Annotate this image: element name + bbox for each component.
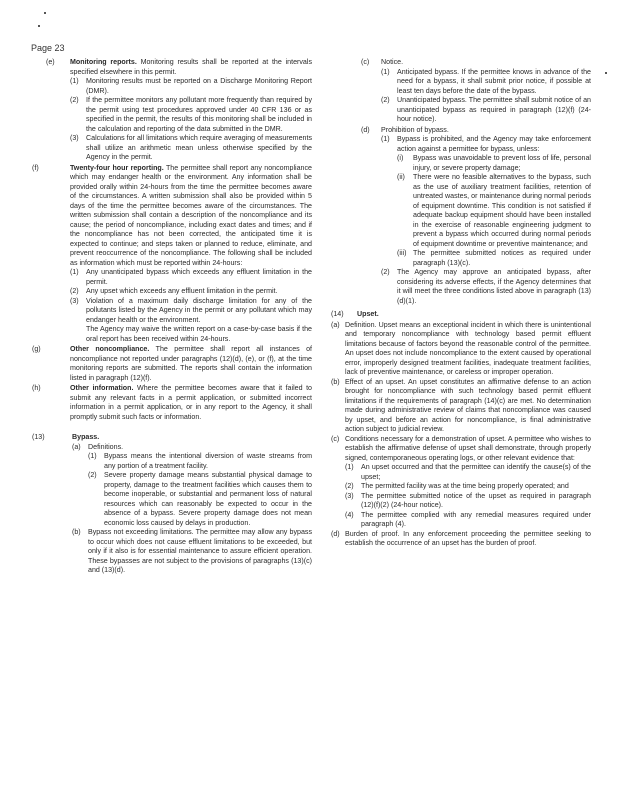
list-item: (4) The permittee complied with any remedial measures required under paragraph (4). (345, 510, 591, 528)
section-title: Prohibition of bypass. (381, 125, 449, 134)
section-title: Notice. (381, 58, 404, 66)
list-item: (1) Any unanticipated bypass which exceeds any effluent limitation in the permit. (70, 268, 312, 286)
section-title: Upset. (357, 310, 379, 318)
section-14 (323, 310, 591, 320)
section-label: (e) (46, 58, 55, 66)
subsection-a: (a) Definition. Upset means an exceptional incident in which there is unintentional and temporary noncompliance with technology based permit effluent limitations because of factors beyond the reasonable control of the permittee. An upset does not include noncompliance to the extent caused by operational error, improperly designed treatment facilities, inadequate treatment facilities, lack of preventive maintenance, or careless or improper operation. (331, 320, 591, 376)
subsection-c: (c) Conditions necessary for a demonstration of upset. A permittee who wishes to establish the affirmative defense of upset shall demonstrate, through properly signed, contemporaneous operating logs, or other relevant evidence that: (1) An upset occurred and that the permittee can identify the cause(s) of the upset; (2) The permitted facility was at the time being properly operated; and (3) The permittee submitted notice of the upset as required in paragraph (12)(f)(2) (24-hour notice). (4) The permittee complied with any remedial measures required under paragraph (4). (331, 434, 591, 528)
list-item: (3) Violation of a maximum daily discharge limitation for any of the pollutants listed by the Agency in the permit or any pollutant which may endanger health or the environment. (70, 296, 312, 324)
section-g (32, 345, 312, 383)
section-label: (13) (32, 433, 45, 441)
scan-speck (38, 25, 40, 27)
list-item: (1) An upset occurred and that the permittee can identify the cause(s) of the upset; (345, 463, 591, 481)
section-text: The permittee shall report any noncompliance which may endanger health or the environment. Any information shall be provided orally within 24-hours from the time the permittee becomes aware of the circumstances. A written submission shall also be provided within 5 days of the time the permittee becomes aware of the circumstances. The written submission shall contain a description of the noncompliance and its cause; the period of noncompliance, including exact dates and times; and if the noncompliance has not been corrected, the anticipated time it is expected to continue; and steps taken or planned to reduce, eliminate, and prevent reoccurrence of the noncompliance. The following shall be included as information which must be reported within 24-hours: (70, 163, 312, 267)
subsection-b: (b) Effect of an upset. An upset constitutes an affirmative defense to an action brought for noncompliance with such technology based permit effluent limitations if the requirements of paragraph (14)(c) are met. No determination made during administrative review of claims that noncompliance was caused by upset, and before an action for noncompliance, is final administrative action subject to judicial review. (331, 377, 591, 433)
section-label: (14) (331, 310, 344, 318)
list-item: (2) The permitted facility was at the time being properly operated; and (345, 482, 569, 490)
scan-speck (44, 12, 46, 14)
list-item: (3) The permittee submitted notice of the upset as required in paragraph (12)(f)(2) (24-hour notice). (345, 491, 591, 509)
list-item: (2) The Agency may approve an anticipated bypass, after considering its adverse effects, if the Agency determines that it will meet the three conditions listed above in paragraph (13)(d)(1). (381, 268, 591, 305)
subsection-title: Definitions. (88, 442, 124, 451)
section-title: Other noncompliance. (70, 345, 150, 353)
list-item: (ii) There were no feasible alternatives to the bypass, such as the use of auxiliary treatment facilities, retention of untreated wastes, or maintenance during normal periods of equipment downtime. This condition is not satisfied if adequate backup equipment should have been installed in the exercise of reasonable engineering judgment to prevent a bypass which occurred during normal periods of equipment downtime or preventive maintenance; and (397, 173, 591, 248)
section-f (32, 164, 312, 345)
list-item: (1) Anticipated bypass. If the permittee knows in advance of the need for a bypass, it shall submit prior notice, if possible at least ten days before the date of the bypass. (381, 67, 591, 95)
list-item: (1) Monitoring results must be reported on a Discharge Monitoring Report (DMR). (70, 77, 312, 95)
section-note: The Agency may waive the written report on a case-by-case basis if the oral report has been received within 24-hours. (86, 325, 312, 343)
subsection-a: (a) Definitions. (1) Bypass means the intentional diversion of waste streams from any portion of a treatment facility. (2) Severe property damage means substantial physical damage to property, damage to the treatment facilities which causes them to become inoperable, or substantial and permanent loss of natural resources which can reasonably be expected to occur in the absence of a bypass. Severe property damage does not mean economic loss caused by delays in production. (72, 442, 312, 527)
section-label: (d) (361, 125, 370, 134)
left-column (32, 58, 312, 577)
section-h (32, 384, 312, 422)
subsection-d: (d) Burden of proof. In any enforcement proceeding the permittee seeking to establish the occurrence of an upset has the burden of proof. (331, 529, 591, 547)
section-title: Bypass. (72, 433, 100, 441)
list-item: (2) If the permittee monitors any pollutant more frequently than required by the permit using test procedures approved under 40 CFR 136 or as specified in the permit, the results of this monitoring shall be included in the calculation and reporting of the data submitted in the DMR. (70, 96, 312, 133)
section-title: Monitoring reports. (70, 58, 137, 66)
scan-speck (605, 72, 607, 74)
section-text: Monitoring results shall be reported at the intervals specified elsewhere in this permit. (70, 58, 312, 76)
section-title: Other information. (70, 384, 134, 392)
right-column (323, 58, 591, 549)
page-number: Page 23 (31, 43, 65, 53)
section-e (32, 58, 312, 163)
list-item: (1) Bypass means the intentional diversion of waste streams from any portion of a treatment facility. (88, 452, 312, 470)
section-d (323, 126, 591, 307)
section-14-body (323, 321, 591, 549)
list-item: (3) Calculations for all limitations which require averaging of measurements shall utilize an arithmetic mean unless otherwise specified by the Agency in the permit. (70, 134, 312, 161)
list-item: (i) Bypass was unavoidable to prevent loss of life, personal injury, or severe property damage; (397, 154, 591, 172)
section-c (323, 58, 591, 125)
section-label: (c) (361, 58, 370, 66)
list-item: (1) Bypass is prohibited, and the Agency may take enforcement action against a permittee for bypass, unless: (i) Bypass was unavoidable to prevent loss of life, personal injury, or severe property damage; (ii) There were no feasible alternatives to the bypass, such as the use of auxiliary treatment facilities, retention of untreated wastes, or maintenance during normal periods of equipment downtime. This condition is not satisfied if adequate backup equipment should have been installed in the exercise of reasonable engineering judgment to prevent a bypass which occurred during normal periods of equipment downtime or preventive maintenance; and (iii) The permittee submitted notices as required under paragraph (13)(c). (381, 135, 591, 267)
section-text: The permittee shall report all instances of noncompliance not reported under paragraphs (12)(d), (e), or (f), at the time monitoring reports are submitted. The reports shall contain the information listed in paragraph (12)(f). (70, 345, 313, 382)
subsection-b: (b) Bypass not exceeding limitations. The permittee may allow any bypass to occur which does not cause effluent limitations to be exceeded, but only if it also is for essential maintenance to assure efficient operation. These bypasses are not subject to the provisions of paragraphs (13)(c) and (13)(d). (72, 528, 312, 574)
section-label: (h) (32, 384, 41, 392)
section-13 (32, 433, 312, 576)
section-title: Twenty-four hour reporting. (70, 163, 164, 172)
list-item: (iii) The permittee submitted notices as required under paragraph (13)(c). (397, 249, 591, 267)
list-item: (2) Severe property damage means substantial physical damage to property, damage to the treatment facilities which causes them to become inoperable, or substantial and permanent loss of natural resources which can reasonably be expected to occur in the absence of a bypass. Severe property damage does not mean economic loss caused by delays in production. (88, 471, 312, 527)
list-item: (2) Unanticipated bypass. The permittee shall submit notice of an unanticipated bypass as required in paragraph (12)(f) (24-hour notice). (381, 96, 591, 123)
section-label: (f) (32, 163, 39, 172)
section-text: Where the permittee becomes aware that it failed to submit any relevant facts in a permit application, or submitted incorrect information in a permit application, or in any report to the Agency, it shall promptly submit such facts or information. (70, 384, 312, 421)
section-label: (g) (32, 345, 41, 353)
list-item: (2) Any upset which exceeds any effluent limitation in the permit. (70, 287, 278, 295)
